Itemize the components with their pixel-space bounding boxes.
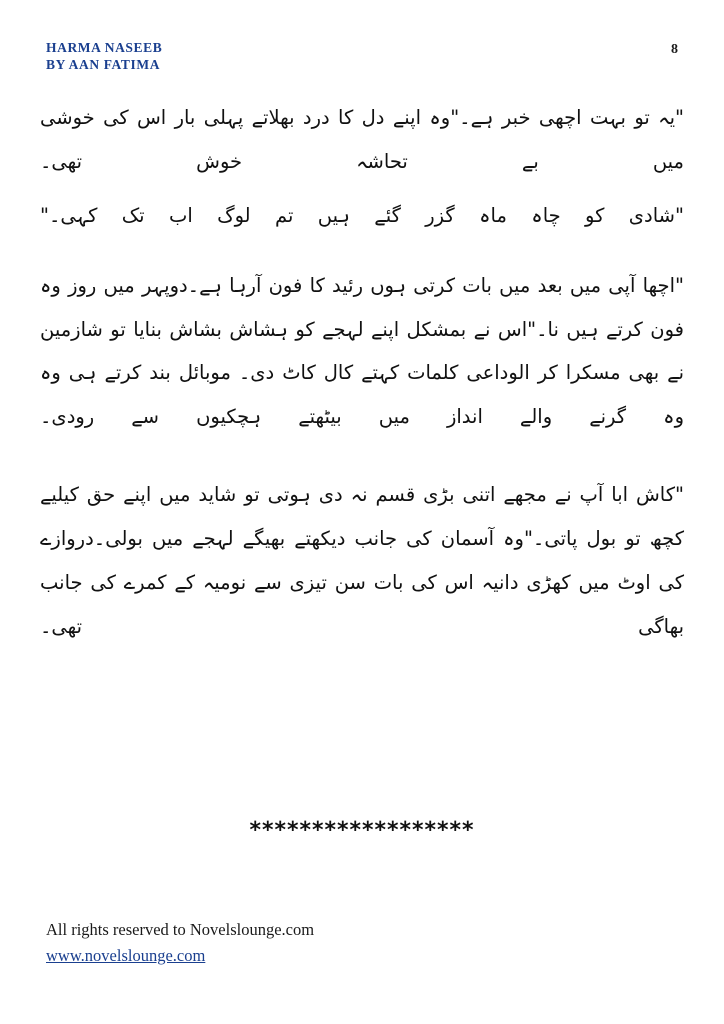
book-title xyxy=(46,40,678,74)
website-link[interactable]: www.novelslounge.com xyxy=(46,946,206,965)
paragraph: "شادی کو چاہ ماہ گزر گئے ہیں تم لوگ اب تک کہی۔" xyxy=(40,203,684,227)
paragraph: "اچھا آپی میں بعد میں بات کرتی ہوں رئید کا فون آرہا ہے۔دوپہر میں روز وہ فون کرتے ہیں نا۔"اس نے بمشکل اپنے لہجے کو ہشاش بشاش بنایا تو شازمین نے بھی مسکرا کر الوداعی کلمات کہتے کال کاٹ دی۔ موبائل بند کرتے ہی وہ وہ گرنے والے انداز میں بیٹھتے ہچکیوں سے رودی۔ xyxy=(40,273,684,429)
page-body xyxy=(40,96,684,665)
paragraph: "کاش ابا آپ نے مجھے اتنی بڑی قسم نہ دی ہوتی تو شاید میں اپنے حق کیلیے کچھ تو بول پاتی۔"وہ آسمان کی جانب دیکھتے بھیگے لہجے میں بولی۔دروازے کی اوٹ میں کھڑی دانیہ اس کی بات سن تیزی سے نومیہ کے کمرے کی جانب بھاگی تھی۔ xyxy=(40,483,684,638)
page-header xyxy=(46,40,678,80)
book-author-line: BY AAN FATIMA xyxy=(46,56,161,72)
page-footer xyxy=(46,920,314,966)
section-divider: ****************** xyxy=(249,818,475,843)
book-title-line-1: HARMA NASEEB xyxy=(46,40,163,55)
page-number: 8 xyxy=(671,42,678,57)
paragraph: "یہ تو بہت اچھی خبر ہے۔"وہ اپنے دل کا درد بھلاتے پہلی بار اس کی خوشی میں بے تحاشہ خوش تھی۔ xyxy=(40,106,684,173)
copyright-text: All rights reserved to Novelslounge.com xyxy=(46,920,315,939)
